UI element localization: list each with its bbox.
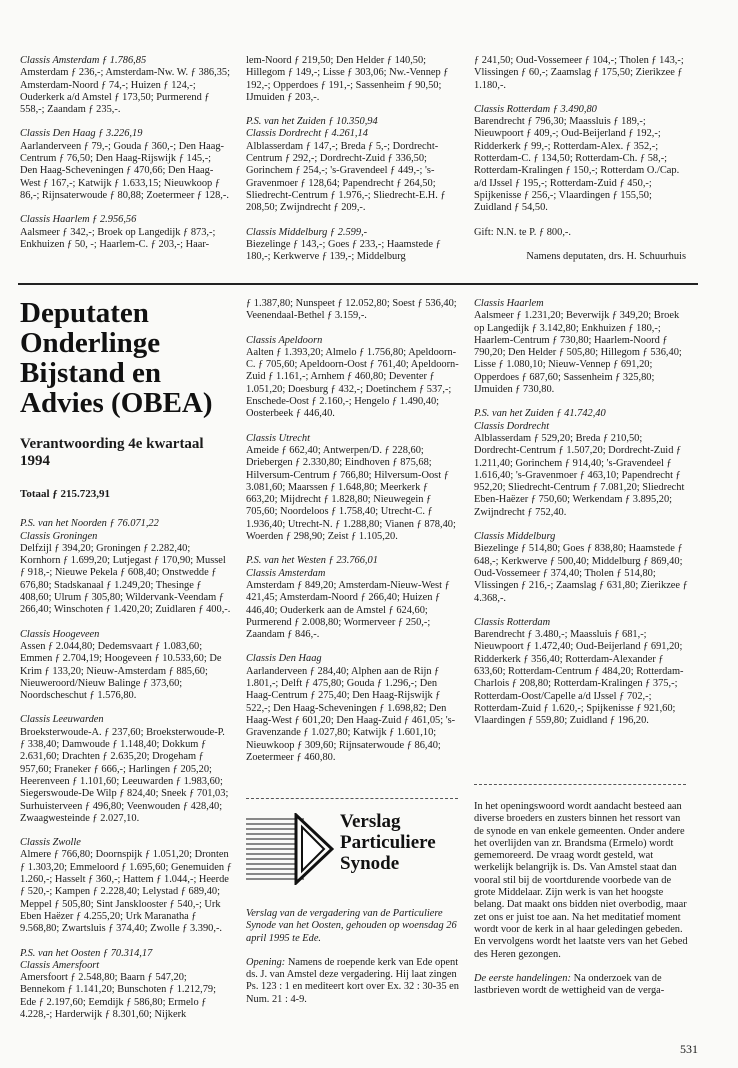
classis-heading: Classis Leeuwarden	[20, 714, 104, 726]
obea-c3-block-2	[474, 408, 688, 519]
contribution-list: Amersfoort ƒ 2.548,80; Baarn ƒ 547,20; Bennekom ƒ 1.141,20; Bunschoten ƒ 1.212,79; Ede ƒ 2.197,60; Eemdijk ƒ 586,80; Ermelo ƒ 4.228,-; Harderwijk ƒ 8.301,60; Nijkerk	[20, 972, 216, 1020]
opening-text: Namens de roepende kerk van Ede opent ds. J. van Amstel deze vergadering. Hij laat zingen Ps. 123 : 1 en mediteert kort over Ex. 32 : 30-35 en Num. 21 : 4-9.	[246, 956, 459, 1005]
obea-c1-block-1	[20, 518, 232, 616]
top-column-1	[20, 55, 230, 263]
top-c1-block-1	[20, 55, 230, 116]
contribution-list: Alblasserdam ƒ 529,20; Breda ƒ 210,50; Dordrecht-Centrum ƒ 1.507,20; Dordrecht-Zuid ƒ 1.211,40; Gorinchem ƒ 914,40; 's-Gravendeel ƒ 1.616,40; 's-Gravenmoer ƒ 463,10; Papendrecht ƒ 952,20; Sliedrecht-Centrum ƒ 7.081,20; Sliedrecht Eben-Haëzer ƒ 750,60; Werkendam ƒ 3.895,20; Zwijndrecht ƒ 752,40.	[474, 432, 685, 518]
eerste-text: Na onderzoek van de lastbrieven wordt de wettigheid van de verga-	[474, 972, 665, 997]
obea-c2-block-4	[246, 555, 460, 641]
obea-c3-block-3	[474, 531, 688, 605]
synode-column-right	[474, 801, 688, 997]
contribution-list: Barendrecht ƒ 796,30; Maassluis ƒ 189,-; Nieuwpoort ƒ 409,-; Oud-Beijerland ƒ 192,-; Ridderkerk ƒ 99,-; Rotterdam-Alex. ƒ 352,-; Rotterdam-C. ƒ 134,50; Rotterdam-Ch. ƒ 58,-; Rotterdam-Kralingen ƒ 150,-; Rotterdam O./Cap. a/d IJssel ƒ 195,-; Rotterdam-Zuid ƒ 450,-; Spijkenisse ƒ 256,-; Vlaardingen ƒ 155,50; Zuidland ƒ 54,50.	[474, 116, 680, 214]
classis-heading: Classis Utrecht	[246, 432, 310, 444]
section-title: Deputaten Onderlinge Bijstand en Advies (OBEA)	[20, 298, 213, 419]
classis-heading: Classis Haarlem	[474, 298, 544, 309]
obea-c1-block-3	[20, 714, 232, 825]
ps-heading: P.S. van het Oosten ƒ 70.314,17	[20, 947, 153, 959]
top-column-2	[246, 55, 458, 275]
contribution-list: lem-Noord ƒ 219,50; Den Helder ƒ 140,50; Hillegom ƒ 149,-; Lisse ƒ 303,06; Nw.-Vennep ƒ 192,-; Opperdoes ƒ 191,-; Sassenheim ƒ 90,50; IJmuiden ƒ 203,-.	[246, 55, 449, 103]
contribution-list: Ameide ƒ 662,40; Antwerpen/D. ƒ 228,60; Driebergen ƒ 2.330,80; Eindhoven ƒ 875,68; Hilversum-Centrum ƒ 766,80; Hilversum-Oost ƒ 3.081,60; Maarssen ƒ 1.648,80; Meerkerk ƒ 663,20; Mijdrecht ƒ 1.828,80; Nieuwegein ƒ 705,60; Noordeloos ƒ 1.758,40; Utrecht-C. ƒ 1.936,40; Utrecht-N. ƒ 1.288,80; Vianen ƒ 878,40; Woerden ƒ 298,90; Zeist ƒ 1.105,20.	[246, 444, 456, 543]
total-amount: Totaal ƒ 215.723,91	[20, 488, 111, 500]
gift-line: Gift: N.N. te P. ƒ 800,-.	[474, 226, 571, 238]
striped-arrow-graphic	[244, 813, 334, 885]
obea-c2-block-5	[246, 653, 460, 764]
contribution-list: Aalsmeer ƒ 1.231,20; Beverwijk ƒ 349,20; Broek op Langedijk ƒ 3.142,80; Enkhuizen ƒ 180,-; Haarlem-Centrum ƒ 730,80; Haarlem-Noord ƒ 790,20; Den Helder ƒ 505,80; Hillegom ƒ 536,40; Lisse ƒ 1.080,10; Nieuw-Vennep ƒ 691,20; Opperdoes ƒ 687,60; Sassenheim ƒ 325,80; IJmuiden ƒ 730,80.	[474, 310, 682, 396]
contribution-list: Delfzijl ƒ 394,20; Groningen ƒ 2.282,40; Kornhorn ƒ 1.699,20; Lutjegast ƒ 170,90; Mussel ƒ 918,-; Nieuwe Pekela ƒ 608,40; Onstwedde ƒ 676,80; Stadskanaal ƒ 1.249,20; Thesinge ƒ 408,60; Ulrum ƒ 305,80; Wildervank-Veendam ƒ 266,40; Winschoten ƒ 1.420,20; Zuidlaren ƒ 400,-.	[20, 542, 231, 616]
section-divider	[18, 283, 698, 285]
signoff: Namens deputaten, drs. H. Schuurhuis	[526, 250, 686, 262]
classis-heading: Classis Groningen	[20, 530, 98, 542]
contribution-list: Broeksterwoude-A. ƒ 237,60; Broeksterwoude-P. ƒ 338,40; Damwoude ƒ 1.148,40; Dokkum ƒ 2.631,60; Drachten ƒ 2.635,20; Drogeham ƒ 957,60; Franeker ƒ 666,-; Harlingen ƒ 205,20; Heerenveen ƒ 1.101,60; Leeuwarden ƒ 1.983,60; Siegerswoude-De Wilp ƒ 824,40; Sneek ƒ 701,03; Surhuisterveen ƒ 496,80; Veenwouden ƒ 428,40; Zwaagwesteinde ƒ 2.027,10.	[20, 726, 229, 824]
obea-column-1	[20, 298, 232, 1053]
top-c2-block-3	[246, 227, 458, 264]
classis-heading: Classis Den Haag ƒ 3.226,19	[20, 128, 143, 140]
top-c3-block-3	[474, 227, 686, 239]
classis-heading: Classis Zwolle	[20, 837, 81, 849]
classis-heading: Classis Hoogeveen	[20, 628, 100, 640]
synode-eerste	[474, 973, 688, 998]
top-column-3	[474, 55, 686, 263]
contribution-list: Barendrecht ƒ 3.480,-; Maassluis ƒ 681,-; Nieuwpoort ƒ 1.472,40; Oud-Beijerland ƒ 691,20; Ridderkerk ƒ 356,40; Rotterdam-Alexander ƒ 633,60; Rotterdam-Centrum ƒ 484,20; Rotterdam-Charlois ƒ 208,80; Rotterdam-Kralingen ƒ 375,-; Rotterdam-Oost/Capelle a/d IJssel ƒ 702,-; Rotterdam-Zuid ƒ 1.620,-; Spijkenisse ƒ 921,60; Vlaardingen ƒ 559,80; Zuidland ƒ 196,20.	[474, 629, 684, 727]
top-c3-block-2	[474, 104, 686, 215]
classis-heading: Classis Rotterdam ƒ 3.490,80	[474, 103, 597, 115]
obea-column-2	[246, 298, 460, 798]
contribution-list: Aalten ƒ 1.393,20; Almelo ƒ 1.756,80; Apeldoorn-C. ƒ 705,60; Apeldoorn-Oost ƒ 761,40; Apeldoorn-Zuid ƒ 1.161,-; Arnhem ƒ 460,80; Deventer ƒ 1.051,20; Doesburg ƒ 432,-; Doetinchem ƒ 537,-; Enschede-Oost ƒ 2.160,-; Hengelo ƒ 1.490,40; Oosterbeek ƒ 446,40.	[246, 346, 459, 420]
obea-c3-block-1	[474, 298, 688, 396]
obea-c2-block-1	[246, 298, 460, 323]
top-c2-block-1	[246, 55, 458, 104]
opening-label: Opening:	[246, 956, 286, 968]
classis-heading: Classis Den Haag	[246, 653, 322, 665]
contribution-list: Assen ƒ 2.044,80; Dedemsvaart ƒ 1.083,60; Emmen ƒ 2.704,19; Hoogeveen ƒ 10.533,60; De Krim ƒ 133,20; Nieuw-Amsterdam ƒ 885,60; Nieuweroord/Nieuw Balinge ƒ 373,60; Noordscheschut ƒ 1.576,80.	[20, 640, 222, 702]
synode-header	[244, 805, 460, 891]
contribution-list: Aalsmeer ƒ 342,-; Broek op Langedijk ƒ 873,-; Enkhuizen ƒ 50, -; Haarlem-C. ƒ 203,-; Haar-	[20, 226, 216, 250]
classis-heading: Classis Amsterdam	[246, 567, 326, 579]
obea-c1-block-2	[20, 629, 232, 703]
synode-title: Verslag Particuliere Synode	[340, 811, 436, 874]
obea-c2-block-3	[246, 433, 460, 544]
ps-heading: P.S. van het Zuiden ƒ 41.742,40	[474, 408, 606, 420]
contribution-list: ƒ 1.387,80; Nunspeet ƒ 12.052,80; Soest ƒ 536,40; Veenendaal-Bethel ƒ 3.159,-.	[246, 298, 457, 322]
obea-c1-block-4	[20, 837, 232, 935]
contribution-list: Almere ƒ 766,80; Doornspijk ƒ 1.051,20; Dronten ƒ 1.303,20; Emmeloord ƒ 1.695,60; Genemuiden ƒ 1.260,-; Hasselt ƒ 360,-; Hattem ƒ 1.044,-; Heerde ƒ 520,-; Kampen ƒ 2.228,40; Lelystad ƒ 689,40; Meppel ƒ 505,80; Sint Jansklooster ƒ 540,-; Urk Eben Haëzer ƒ 4.255,20; Urk Maranatha ƒ 9.568,80; Zwartsluis ƒ 374,40; Zwolle ƒ 3.390,-.	[20, 849, 232, 935]
contribution-list: Biezelinge ƒ 514,80; Goes ƒ 838,80; Haamstede ƒ 648,-; Kerkwerve ƒ 500,40; Middelburg ƒ 869,40; Oud-Vossemeer ƒ 374,40; Tholen ƒ 514,80; Vlissingen ƒ 216,-; Zaamslag ƒ 631,80; Zierikzee ƒ 4.368,-.	[474, 543, 688, 604]
synode-column-left	[246, 908, 460, 1006]
contribution-list: Aarlanderveen ƒ 79,-; Gouda ƒ 360,-; Den Haag-Centrum ƒ 76,50; Den Haag-Rijswijk ƒ 145,-; Den Haag-Scheveningen ƒ 470,66; Den Haag-West ƒ 167,-; Katwijk ƒ 1.633,15; Nieuwkoop ƒ 86,-; Rijnsaterwoude ƒ 80,88; Zoetermeer ƒ 128,-.	[20, 140, 229, 201]
page-number: 531	[680, 1042, 698, 1056]
classis-heading: Classis Haarlem ƒ 2.956,56	[20, 214, 137, 226]
classis-heading: Classis Amersfoort	[20, 959, 100, 971]
synode-intro: Verslag van de vergadering van de Particuliere Synode van het Oosten, gehouden op woensdag 26 april 1995 te Ede.	[246, 908, 457, 944]
obea-column-3	[474, 298, 688, 778]
contribution-list: Alblasserdam ƒ 147,-; Breda ƒ 5,-; Dordrecht-Centrum ƒ 292,-; Dordrecht-Zuid ƒ 336,50; Gorinchem ƒ 254,-; 's-Gravendeel ƒ 449,-; 's-Gravenmoer ƒ 128,64; Papendrecht ƒ 264,50; Sliedrecht-Centrum ƒ 1.976,-; Sliedrecht-E.H. ƒ 208,50; Zwijndrecht ƒ 209,-.	[246, 140, 446, 214]
ps-heading: P.S. van het Westen ƒ 23.766,01	[246, 555, 378, 567]
obea-c2-block-2	[246, 335, 460, 421]
ps-heading: P.S. van het Noorden ƒ 76.071,22	[20, 518, 159, 530]
classis-heading: Classis Middelburg	[474, 531, 556, 543]
top-c2-block-2	[246, 116, 458, 214]
classis-heading: Classis Middelburg ƒ 2.599,-	[246, 226, 368, 238]
dashed-divider	[246, 798, 458, 799]
ps-heading: P.S. van het Zuiden ƒ 10.350,94	[246, 116, 378, 128]
obea-c1-block-5	[20, 948, 232, 1022]
classis-heading: Classis Apeldoorn	[246, 334, 323, 346]
classis-heading: Classis Rotterdam	[474, 616, 551, 628]
classis-heading: Classis Amsterdam ƒ 1.786,85	[20, 55, 147, 66]
contribution-list: Biezelinge ƒ 143,-; Goes ƒ 233,-; Haamstede ƒ 180,-; Kerkwerve ƒ 139,-; Middelburg	[246, 238, 441, 263]
dashed-divider	[474, 784, 686, 785]
top-c3-block-1	[474, 55, 686, 92]
contribution-list: Aarlanderveen ƒ 284,40; Alphen aan de Rijn ƒ 1.801,-; Delft ƒ 475,80; Gouda ƒ 1.296,-; Den Haag-Centrum ƒ 275,40; Den Haag-Rijswijk ƒ 522,-; Den Haag-Scheveningen ƒ 1.698,82; Den Haag-West ƒ 601,20; Den Haag-Zuid ƒ 461,05; 's-Gravenzande ƒ 1.027,80; Katwijk ƒ 1.601,10; Nieuwkoop ƒ 309,60; Rijnsaterwoude ƒ 86,40; Zoetermeer ƒ 460,80.	[246, 665, 456, 763]
top-c1-block-2	[20, 128, 230, 202]
contribution-list: ƒ 241,50; Oud-Vossemeer ƒ 104,-; Tholen ƒ 143,-; Vlissingen ƒ 60,-; Zaamslag ƒ 175,50; Zierikzee ƒ 1.180,-.	[474, 55, 684, 91]
synode-paragraph: In het openingswoord wordt aandacht besteed aan diverse broeders en zusters binnen het ressort van de synode en van enkele gemeenten. Onder andere het overlijden van zr. Brandsma (Ermelo) wordt gememoreerd. De vraag wordt gesteld, wat werkelijk belangrijk is. Ds. Van Amstel staat dan vooral stil bij de voortdurende voorbede van de grote Middelaar. Zijn werk is van het hoogste belang. Dat maakt ons bidden niet overbodig, maar zet ons er juist toe aan. Na het meditatief moment wordt voor de kerk in al haar geledingen gebeden. En vervolgens wordt het laatste vers van het Gebed des Heren gezongen.	[474, 801, 688, 960]
section-subtitle: Verantwoording 4e kwartaal 1994	[20, 436, 204, 469]
obea-c3-block-4	[474, 617, 688, 728]
contribution-list: Amsterdam ƒ 849,20; Amsterdam-Nieuw-West ƒ 421,45; Amsterdam-Noord ƒ 266,40; Huizen ƒ 446,40; Ouderkerk aan de Amstel ƒ 624,60; Purmerend ƒ 2.008,80; Wormerveer ƒ 250,-; Zaandam ƒ 846,-.	[246, 579, 450, 641]
top-c1-block-3	[20, 214, 230, 251]
eerste-label: De eerste handelingen:	[474, 972, 571, 984]
contribution-list: Amsterdam ƒ 236,-; Amsterdam-Nw. W. ƒ 386,35; Amsterdam-Noord ƒ 74,-; Huizen ƒ 124,-; Ouderkerk a/d Amstel ƒ 173,50; Purmerend ƒ 558,-; Zaandam ƒ 235,-.	[20, 67, 230, 116]
classis-heading: Classis Dordrecht	[474, 420, 550, 432]
synode-opening	[246, 957, 460, 1006]
classis-heading: Classis Dordrecht ƒ 4.261,14	[246, 128, 368, 140]
